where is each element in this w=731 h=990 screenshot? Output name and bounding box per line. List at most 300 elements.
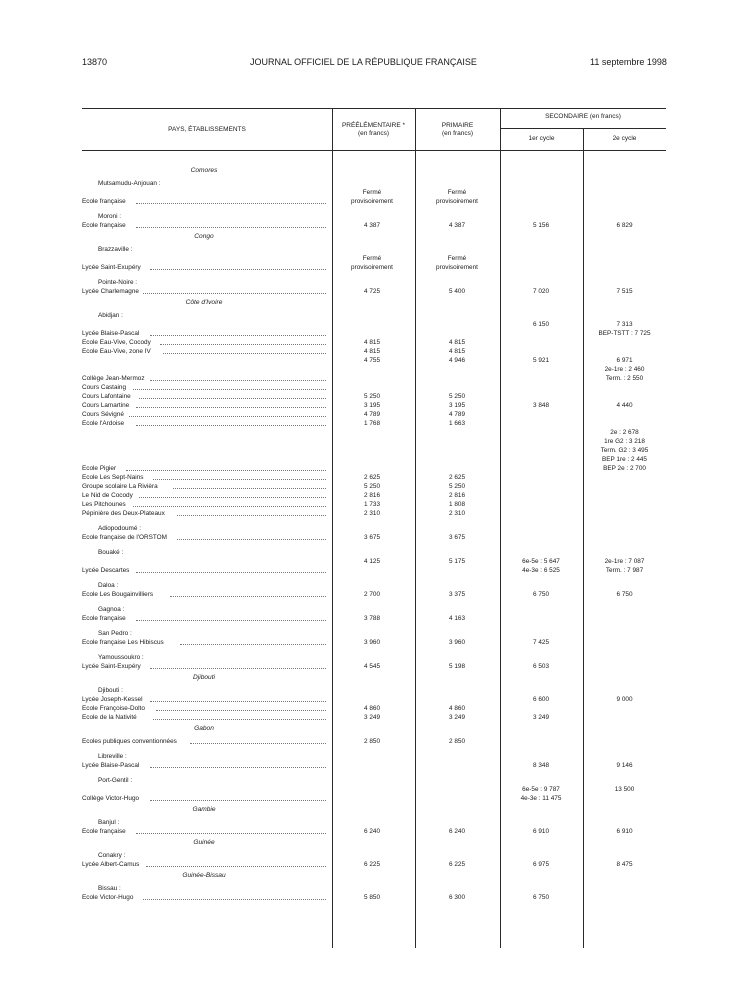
value-line: 2 850	[364, 738, 380, 745]
preelementaire-value	[332, 188, 412, 206]
preelementaire-value	[332, 704, 412, 713]
value-line: 6 225	[449, 861, 465, 868]
value-line: 3 249	[533, 714, 549, 721]
primaire-value	[415, 500, 499, 509]
value-line: 3 960	[364, 639, 380, 646]
city-name: Bouaké :	[98, 549, 124, 556]
value-line: 7 515	[616, 288, 633, 295]
value-line: 8 475	[616, 861, 633, 868]
secondaire-cycle-1-value	[500, 785, 582, 803]
preelementaire-value	[332, 662, 412, 671]
preelementaire-value	[332, 254, 412, 272]
value-line: Term. : 2 550	[605, 375, 644, 382]
city-name: Djibouti :	[98, 687, 123, 694]
value-line: 6 503	[533, 663, 549, 670]
value-line: BEP 1re : 2 445	[601, 456, 647, 463]
value-line: 6 150	[533, 321, 549, 328]
city-name: Adiopodoumé :	[98, 525, 141, 532]
establishment-name-text: Ecole française	[82, 222, 126, 229]
value-line: 2 850	[449, 738, 465, 745]
city-heading	[82, 686, 666, 695]
value-line: 2 625	[449, 474, 465, 481]
establishment-name-text: Groupe scolaire La Rivièra	[82, 483, 158, 490]
leader-dots	[177, 509, 326, 516]
establishment-name-text: Collège Victor-Hugo	[82, 795, 140, 802]
value-line: 4 125	[364, 558, 380, 565]
secondaire-cycle-1-value	[500, 356, 582, 365]
value-line: 2e-1re : 7 087	[604, 558, 645, 565]
establishment-name-text: Cours Sévigné	[82, 411, 124, 418]
secondaire-cycle-1-value	[500, 893, 582, 902]
primaire-value	[415, 188, 499, 206]
leader-dots	[139, 392, 326, 399]
table-row	[82, 662, 666, 671]
value-line: 2e-1re : 2 460	[604, 366, 645, 373]
preelementaire-value	[332, 338, 412, 347]
leader-dots	[136, 614, 326, 621]
header-bottom-border	[82, 150, 666, 151]
establishment-name-text: Cours Lamartine	[82, 402, 130, 409]
table-row	[82, 695, 666, 704]
value-line: 9 146	[616, 762, 633, 769]
preelementaire-value	[332, 638, 412, 647]
preelementaire-value	[332, 533, 412, 542]
establishment-name-text: Lycée Saint-Exupéry	[82, 264, 141, 271]
value-line: provisoirement	[351, 264, 393, 271]
value-line: 1 663	[449, 420, 465, 427]
preelementaire-value	[332, 419, 412, 428]
preelementaire-value	[332, 482, 412, 491]
secondaire-cycle-1-value	[500, 557, 582, 575]
establishment-name-text: Ecole Eau-Vive, zone IV	[82, 348, 151, 355]
value-line: 3 249	[364, 714, 380, 721]
table-row	[82, 347, 666, 356]
value-line: 5 250	[449, 483, 465, 490]
secondaire-cycle-2-value	[583, 428, 666, 473]
table-row	[82, 893, 666, 902]
primaire-value	[415, 338, 499, 347]
value-line: 3 675	[364, 534, 380, 541]
establishment-name-text: Ecole l'Ardoise	[82, 420, 125, 427]
value-line: 5 921	[533, 357, 549, 364]
preelementaire-value	[332, 356, 412, 365]
value-line: BEP 2e : 2 700	[603, 465, 646, 472]
city-name: Daloa :	[98, 582, 119, 589]
primaire-value	[415, 509, 499, 518]
city-heading	[82, 179, 666, 188]
value-line: 4e-3e : 11 475	[520, 795, 562, 802]
header-primaire-label: PRIMAIRE	[441, 122, 474, 129]
leader-dots	[143, 893, 326, 900]
leader-dots	[190, 737, 326, 744]
leader-dots	[170, 590, 326, 597]
primaire-value	[415, 221, 499, 230]
value-line: 2 310	[364, 510, 380, 517]
city-heading	[82, 776, 666, 785]
primaire-value	[415, 713, 499, 722]
leader-dots	[136, 419, 326, 426]
page-number: 13870	[82, 57, 108, 67]
preelementaire-value	[332, 410, 412, 419]
leader-dots	[160, 338, 326, 345]
city-heading	[82, 605, 666, 614]
primaire-value	[415, 860, 499, 869]
country-heading	[82, 871, 666, 880]
country-name: Djibouti	[193, 674, 215, 681]
table-row	[82, 221, 666, 230]
value-line: 3 195	[449, 402, 465, 409]
secondaire-cycle-1-value	[500, 761, 582, 770]
value-line: 6 829	[616, 222, 633, 229]
value-line: Fermé	[447, 255, 467, 262]
table-row	[82, 713, 666, 722]
table-row	[82, 704, 666, 713]
table-row	[82, 509, 666, 518]
value-line: provisoirement	[436, 198, 478, 205]
leader-dots	[133, 500, 326, 507]
secondaire-cycle-1-value	[500, 638, 582, 647]
primaire-value	[415, 662, 499, 671]
primaire-value	[415, 557, 499, 566]
table-row	[82, 761, 666, 770]
city-heading	[82, 311, 666, 320]
leader-dots	[136, 566, 326, 573]
value-line: 4 815	[449, 339, 465, 346]
value-line: 13 500	[614, 786, 635, 793]
establishment-name-text: Ecole Françoise-Dolto	[82, 705, 145, 712]
country-heading	[82, 166, 666, 175]
establishment-name-text: Lycée Saint-Exupéry	[82, 663, 141, 670]
value-line: 6 240	[364, 828, 380, 835]
header-secondaire-cycle-1: 1er cycle	[528, 135, 555, 142]
leader-dots	[153, 713, 326, 720]
establishment-name-text: Ecole française	[82, 828, 126, 835]
establishment-name-text: Les Pitchounes	[82, 501, 126, 508]
city-name: Port-Gentil :	[98, 777, 133, 784]
secondaire-cycle-1-value	[500, 695, 582, 704]
primaire-value	[415, 254, 499, 272]
preelementaire-value	[332, 287, 412, 296]
secondaire-cycle-1-value	[500, 287, 582, 296]
leader-dots	[150, 761, 326, 768]
value-line: 6 750	[533, 894, 549, 901]
establishment-name-text: Cours Lafontaine	[82, 393, 131, 400]
primaire-value	[415, 827, 499, 836]
country-name: Guinée-Bissau	[182, 872, 226, 879]
city-heading	[82, 581, 666, 590]
secondaire-cycle-2-value	[583, 320, 666, 338]
primaire-value	[415, 590, 499, 599]
establishment-name-text: Ecole Pigier	[82, 465, 117, 472]
preelementaire-value	[332, 614, 412, 623]
city-name: Yamoussoukro :	[98, 654, 144, 661]
value-line: Term. : 7 987	[605, 567, 644, 574]
city-heading	[82, 548, 666, 557]
table-row	[82, 254, 666, 272]
country-heading	[82, 673, 666, 682]
leader-dots	[136, 401, 326, 408]
country-heading	[82, 724, 666, 733]
country-name: Côte d'Ivoire	[185, 299, 223, 306]
value-line: 4 725	[364, 288, 380, 295]
value-line: 5 850	[364, 894, 380, 901]
city-name: San Pedro :	[98, 630, 132, 637]
table-row	[82, 827, 666, 836]
preelementaire-value	[332, 392, 412, 401]
country-name: Guinée	[193, 839, 215, 846]
establishment-name-text: Ecole française de l'ORSTOM	[82, 534, 167, 541]
preelementaire-value	[332, 893, 412, 902]
value-line: 3 195	[364, 402, 380, 409]
city-heading	[82, 851, 666, 860]
primaire-value	[415, 737, 499, 746]
fees-table	[82, 108, 666, 948]
leader-dots	[136, 221, 326, 228]
preelementaire-value	[332, 491, 412, 500]
leader-dots	[139, 491, 326, 498]
header-establishments: PAYS, ÉTABLISSEMENTS	[168, 126, 246, 133]
header-preelementaire	[332, 122, 415, 138]
primaire-value	[415, 419, 499, 428]
value-line: provisoirement	[351, 198, 393, 205]
leader-dots	[129, 410, 326, 417]
value-line: 6 225	[364, 861, 380, 868]
value-line: 5 250	[449, 393, 465, 400]
table-row	[82, 392, 666, 401]
value-line: 4 815	[364, 339, 380, 346]
city-name: Pointe-Noire :	[98, 279, 138, 286]
city-name: Abidjan :	[98, 312, 123, 319]
primaire-value	[415, 893, 499, 902]
value-line: 2 310	[449, 510, 465, 517]
establishment-name-text: Ecole Les Sept-Nains	[82, 474, 144, 481]
city-heading	[82, 653, 666, 662]
value-line: 4 387	[364, 222, 380, 229]
value-line: 5 250	[364, 483, 380, 490]
value-line: 3 848	[533, 402, 549, 409]
country-heading	[82, 232, 666, 241]
value-line: 6e-5e : 5 647	[522, 558, 560, 565]
primaire-value	[415, 638, 499, 647]
establishment-name-text: Lycée Albert-Camus	[82, 861, 140, 868]
secondaire-cycle-1-value	[500, 827, 582, 836]
establishment-name-text: Ecole Eau-Vive, Cocody	[82, 339, 151, 346]
city-heading	[82, 752, 666, 761]
secondaire-cycle-2-value	[583, 590, 666, 599]
city-name: Banjul :	[98, 819, 120, 826]
city-heading	[82, 884, 666, 893]
value-line: 3 375	[449, 591, 465, 598]
secondaire-cycle-1-value	[500, 320, 582, 329]
preelementaire-value	[332, 221, 412, 230]
table-row	[82, 737, 666, 746]
table-row	[82, 320, 666, 338]
value-line: 7 313	[616, 321, 633, 328]
value-line: 1 768	[364, 420, 380, 427]
secondaire-cycle-2-value	[583, 695, 666, 704]
country-name: Gambie	[192, 806, 216, 813]
preelementaire-value	[332, 590, 412, 599]
primaire-value	[415, 614, 499, 623]
table-row	[82, 860, 666, 869]
country-name: Gabon	[194, 725, 214, 732]
table-row	[82, 491, 666, 500]
value-line: 1 733	[364, 501, 380, 508]
city-name: Brazzaville :	[98, 246, 133, 253]
leader-dots	[126, 464, 326, 471]
header-preelementaire-unit: (en francs)	[357, 130, 390, 138]
establishment-name-text: Lycée Joseph-Kessel	[82, 696, 143, 703]
preelementaire-value	[332, 827, 412, 836]
secondaire-cycle-1-value	[500, 860, 582, 869]
leader-dots	[136, 827, 326, 834]
secondaire-cycle-2-value	[583, 557, 666, 575]
table-row	[82, 428, 666, 473]
establishment-name-text: Collège Jean-Mermoz	[82, 375, 145, 382]
leader-dots	[150, 329, 326, 336]
table-row	[82, 338, 666, 347]
city-heading	[82, 245, 666, 254]
value-line: 4 387	[449, 222, 465, 229]
primaire-value	[415, 347, 499, 356]
value-line: 4 860	[449, 705, 465, 712]
leader-dots	[150, 794, 326, 801]
issue-date: 11 septembre 1998	[590, 57, 667, 67]
leader-dots	[153, 473, 326, 480]
table-row	[82, 383, 666, 392]
secondaire-cycle-2-value	[583, 401, 666, 410]
value-line: 6 600	[533, 696, 549, 703]
leader-dots	[143, 287, 326, 294]
secondaire-cycle-2-value	[583, 785, 666, 794]
primaire-value	[415, 482, 499, 491]
header-secondaire: SECONDAIRE (en francs)	[545, 113, 621, 120]
table-top-border	[82, 108, 666, 109]
secondaire-cycle-1-value	[500, 401, 582, 410]
header-primaire	[415, 122, 500, 138]
value-line: 4 545	[364, 663, 380, 670]
preelementaire-value	[332, 737, 412, 746]
city-heading	[82, 278, 666, 287]
country-heading	[82, 805, 666, 814]
table-row	[82, 638, 666, 647]
value-line: 2 625	[364, 474, 380, 481]
value-line: 4 860	[364, 705, 380, 712]
value-line: 4 163	[449, 615, 465, 622]
table-row	[82, 410, 666, 419]
value-line: 4 815	[449, 348, 465, 355]
value-line: 2e : 2 678	[610, 429, 639, 436]
value-line: 2 816	[364, 492, 380, 499]
table-row	[82, 482, 666, 491]
value-line: 1re G2 : 3 218	[604, 438, 645, 445]
city-name: Bissau :	[98, 885, 121, 892]
value-line: 6 300	[449, 894, 465, 901]
city-heading	[82, 524, 666, 533]
leader-dots	[156, 704, 326, 711]
table-row	[82, 401, 666, 410]
value-line: provisoirement	[436, 264, 478, 271]
value-line: 6 910	[616, 828, 633, 835]
establishment-name-text: Pépinière des Deux-Plateaux	[82, 510, 165, 517]
value-line: 6 975	[533, 861, 549, 868]
value-line: 5 400	[449, 288, 465, 295]
value-line: 6e-5e : 9 787	[522, 786, 560, 793]
header-preelementaire-label: PRÉÉLÉMENTAIRE *	[341, 122, 406, 129]
secondaire-cycle-2-value	[583, 221, 666, 230]
value-line: BEP-TSTT : 7 725	[598, 330, 651, 337]
secondaire-cycle-1-value	[500, 662, 582, 671]
value-line: Term. G2 : 3 495	[600, 447, 649, 454]
leader-dots	[163, 347, 326, 354]
establishment-name-text: Ecole Victor-Hugo	[82, 894, 134, 901]
leader-dots	[146, 860, 326, 867]
value-line: 4 815	[364, 348, 380, 355]
value-line: 2 700	[364, 591, 380, 598]
value-line: 5 250	[364, 393, 380, 400]
primaire-value	[415, 491, 499, 500]
value-line: 6 910	[533, 828, 549, 835]
leader-dots	[150, 695, 326, 702]
leader-dots	[177, 533, 326, 540]
secondaire-cycle-2-value	[583, 761, 666, 770]
value-line: 4 789	[449, 411, 465, 418]
city-heading	[82, 818, 666, 827]
value-line: 4 440	[616, 402, 633, 409]
city-name: Mutsamudu-Anjouan :	[98, 180, 161, 187]
value-line: 3 960	[449, 639, 465, 646]
secondaire-cycle-1-value	[500, 713, 582, 722]
establishment-name-text: Lycée Blaise-Pascal	[82, 330, 140, 337]
city-name: Gagnoa :	[98, 606, 125, 613]
establishment-name-text: Le Nid de Cocody	[82, 492, 133, 499]
table-row	[82, 533, 666, 542]
establishment-name-text: Lycée Blaise-Pascal	[82, 762, 140, 769]
city-heading	[82, 212, 666, 221]
table-row	[82, 785, 666, 803]
leader-dots	[173, 482, 326, 489]
value-line: 4 789	[364, 411, 380, 418]
header-primaire-unit: (en francs)	[441, 130, 474, 138]
value-line: 7 425	[533, 639, 549, 646]
table-row	[82, 473, 666, 482]
preelementaire-value	[332, 860, 412, 869]
value-line: 5 156	[533, 222, 549, 229]
city-name: Libreville :	[98, 753, 127, 760]
establishment-name-text: Ecoles publiques conventionnées	[82, 738, 177, 745]
country-heading	[82, 838, 666, 847]
primaire-value	[415, 401, 499, 410]
secondaire-cycle-2-value	[583, 827, 666, 836]
table-row	[82, 287, 666, 296]
leader-dots	[150, 263, 326, 270]
value-line: 5 175	[449, 558, 465, 565]
city-name: Conakry :	[98, 852, 126, 859]
value-line: 3 788	[364, 615, 380, 622]
value-line: 5 198	[449, 663, 465, 670]
table-row	[82, 356, 666, 383]
table-row	[82, 557, 666, 575]
value-line: 2 816	[449, 492, 465, 499]
value-line: 6 750	[616, 591, 633, 598]
value-line: Fermé	[362, 255, 382, 262]
value-line: 3 249	[449, 714, 465, 721]
value-line: 4 946	[449, 357, 465, 364]
value-line: 8 348	[533, 762, 549, 769]
establishment-name-text: Cours Castaing	[82, 384, 127, 391]
country-name: Comores	[190, 167, 218, 174]
preelementaire-value	[332, 713, 412, 722]
